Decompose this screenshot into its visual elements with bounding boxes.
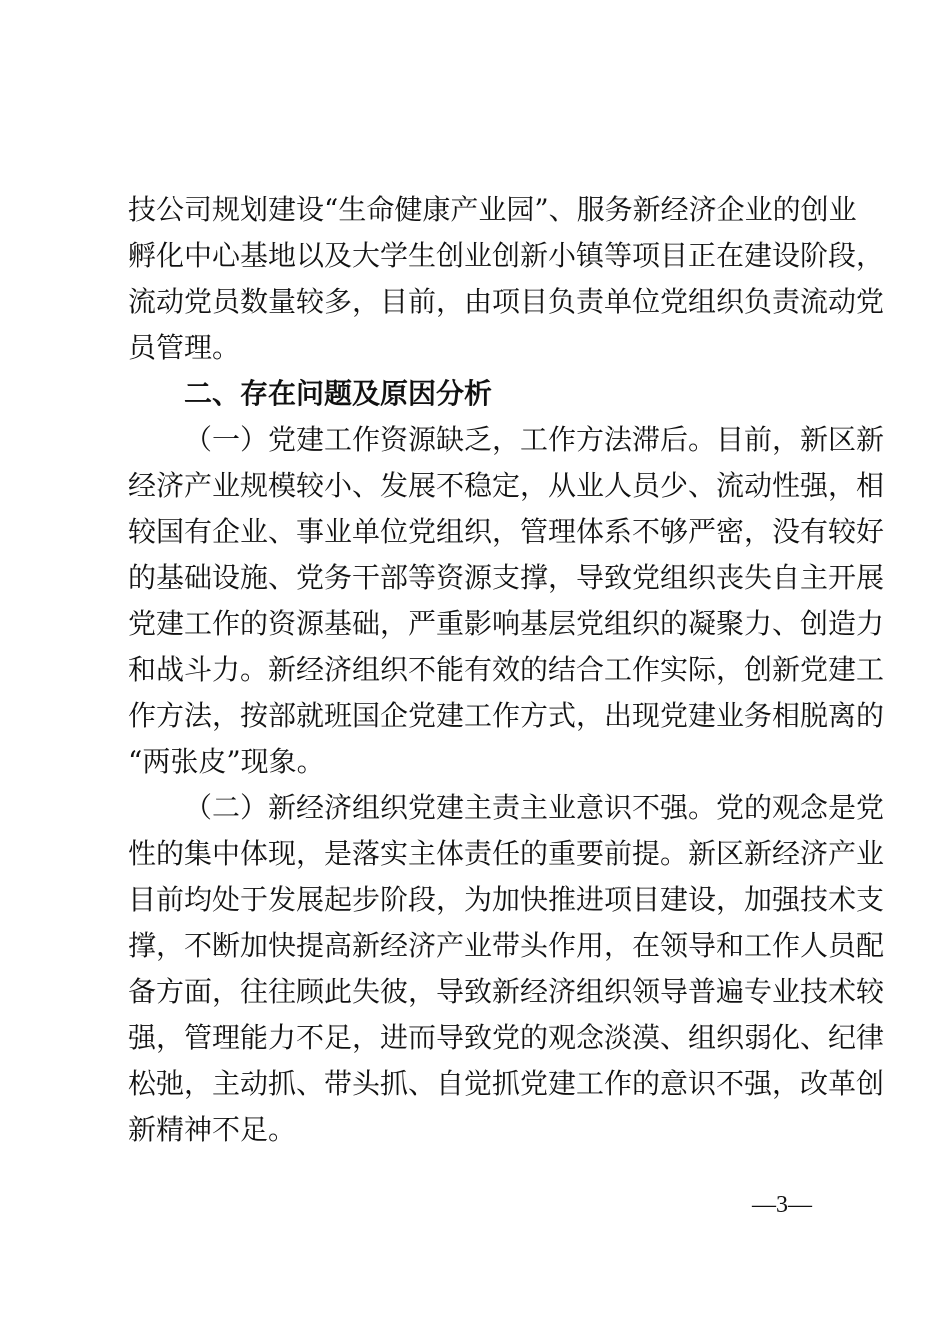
text-line: 和战斗力。新经济组织不能有效的结合工作实际，创新党建工 bbox=[128, 653, 885, 686]
text-line: 经济产业规模较小、发展不稳定，从业人员少、流动性强，相 bbox=[128, 469, 885, 502]
page-number: —3— bbox=[752, 1192, 812, 1218]
text-line: 较国有企业、事业单位党组织，管理体系不够严密，没有较好 bbox=[128, 515, 885, 548]
text-line: 党建工作的资源基础，严重影响基层党组织的凝聚力、创造力 bbox=[128, 607, 885, 640]
text-line: 松弛，主动抓、带头抓、自觉抓党建工作的意识不强，改革创 bbox=[128, 1067, 885, 1100]
text-line: 流动党员数量较多，目前，由项目负责单位党组织负责流动党 bbox=[128, 285, 885, 318]
text-line: 目前均处于发展起步阶段，为加快推进项目建设，加强技术支 bbox=[128, 883, 885, 916]
text-line: 性的集中体现，是落实主体责任的重要前提。新区新经济产业 bbox=[128, 837, 885, 870]
text-line: 作方法，按部就班国企党建工作方式，出现党建业务相脱离的 bbox=[128, 699, 885, 732]
text-line: 二、存在问题及原因分析 bbox=[184, 377, 493, 410]
section-heading bbox=[128, 371, 830, 417]
text-line: 撑，不断加快提高新经济产业带头作用，在领导和工作人员配 bbox=[128, 929, 885, 962]
text-line: 员管理。 bbox=[128, 331, 241, 364]
text-line: 孵化中心基地以及大学生创业创新小镇等项目正在建设阶段， bbox=[128, 239, 885, 272]
text-line: 备方面，往往顾此失彼，导致新经济组织领导普遍专业技术较 bbox=[128, 975, 885, 1008]
text-line: 新精神不足。 bbox=[128, 1113, 297, 1146]
text-line: “两张皮”现象。 bbox=[128, 745, 325, 778]
text-line: 的基础设施、党务干部等资源支撑，导致党组织丧失自主开展 bbox=[128, 561, 885, 594]
paragraph bbox=[128, 785, 885, 1153]
text-line: （二）新经济组织党建主责主业意识不强。党的观念是党 bbox=[184, 791, 885, 824]
text-line: 强，管理能力不足，进而导致党的观念淡漠、组织弱化、纪律 bbox=[128, 1021, 885, 1054]
document-body bbox=[128, 187, 885, 1153]
text-line: （一）党建工作资源缺乏，工作方法滞后。目前，新区新 bbox=[184, 423, 885, 456]
paragraph bbox=[128, 417, 885, 785]
text-line: 技公司规划建设“生命健康产业园”、服务新经济企业的创业 bbox=[128, 193, 857, 226]
paragraph bbox=[128, 187, 885, 371]
